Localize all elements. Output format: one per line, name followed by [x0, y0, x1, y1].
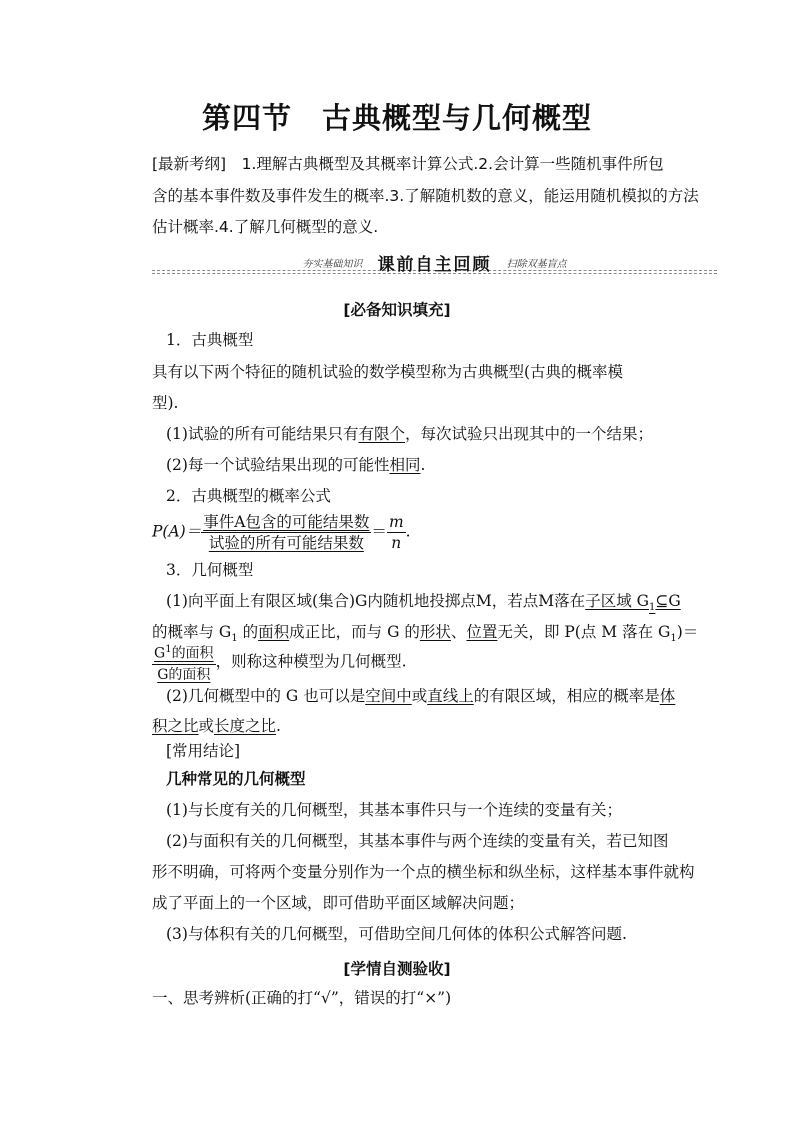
classical-item-1: (1)试验的所有可能结果只有有限个，每次试验只出现其中的一个结果； — [166, 425, 653, 443]
banner-title: 课前自主回顾 — [377, 255, 492, 275]
probability-formula: P(A)＝ $\frac{\text{事件A包含的可能结果数}}{\text{试验的所有可能结果数}}$ ＝ $\frac{m}{n}$ . — [152, 513, 411, 552]
conclusion-item-2-line-2: 形不明确，可将两个变量分别作为一个点的横坐标和纵坐标，这样基本事件就构 — [152, 863, 695, 881]
page-title — [0, 96, 794, 137]
banner-right-text: 扫除双基盲点 — [506, 259, 567, 270]
geometric-para-3: $\frac{G^1的面积}{\text{G的面积}}$ ，则称这种模型为几何概型. — [152, 640, 677, 685]
banner-left-text: 夯实基础知识 — [302, 259, 363, 270]
section-heading-selftest: [学情自测验收] — [343, 960, 451, 978]
geometric-para-1: (1)向平面上有限区域(集合)G内随机地投掷点M，若点M落在子区域 $G_1⊆G$ — [166, 592, 681, 614]
section-banner — [152, 250, 717, 274]
classical-def-line-1: 具有以下两个特征的随机试验的数学模型称为古典概型(古典的概率模 — [152, 363, 624, 381]
title-section-number: 第四节 — [201, 101, 292, 135]
conclusion-tag: [常用结论] — [166, 742, 241, 760]
formula-denominator: 试验的所有可能结果数 — [208, 534, 364, 552]
classical-heading: 1．古典概型 — [166, 331, 254, 349]
formula-numerator: 事件A包含的可能结果数 — [203, 513, 370, 531]
conclusion-item-1: (1)与长度有关的几何概型，其基本事件只与一个连续的变量有关； — [166, 801, 622, 819]
conclusion-item-3: (3)与体积有关的几何概型，可借助空间几何体的体积公式解答问题. — [166, 925, 627, 943]
geometric-heading: 3．几何概型 — [166, 561, 254, 579]
conclusion-heading: 几种常见的几何概型 — [166, 770, 306, 788]
geometric-para-5: 积之比或长度之比. — [152, 717, 281, 735]
conclusion-item-2-line-3: 成了平面上的一个区域，即可借助平面区域解决问题； — [152, 894, 525, 912]
classical-item-2: (2)每一个试验结果出现的可能性相同. — [166, 456, 426, 474]
geometric-para-4: (2)几何概型中的 G 也可以是空间中或直线上的有限区域，相应的概率是体 — [166, 687, 676, 705]
section-heading-knowledge: [必备知识填充] — [343, 301, 451, 319]
outline-line-2: 含的基本事件数及事件发生的概率.3.了解随机数的意义，能运用随机模拟的方法 — [152, 187, 699, 205]
outline-line-3: 估计概率.4.了解几何概型的意义. — [152, 218, 379, 236]
answer-equal: 相同 — [389, 456, 421, 474]
outline-line-1: [最新考纲] 1.理解古典概型及其概率计算公式.2.会计算一些随机事件所包 — [152, 155, 664, 173]
classical-def-line-2: 型). — [152, 394, 179, 412]
answer-finite: 有限个 — [358, 425, 405, 443]
exercise-heading: 一、思考辨析(正确的打“√”，错误的打“×”) — [152, 989, 452, 1007]
conclusion-item-2-line-1: (2)与面积有关的几何概型，其基本事件与两个连续的变量有关，若已知图 — [166, 832, 669, 850]
formula-heading: 2．古典概型的概率公式 — [166, 487, 331, 505]
geometric-para-2: 的概率与 $G_1$ 的面积成正比，而与 G 的形状、位置无关，即 P(点 M 落在 $G_1)=$ — [152, 623, 699, 645]
title-text: 古典概型与几何概型 — [322, 101, 593, 135]
